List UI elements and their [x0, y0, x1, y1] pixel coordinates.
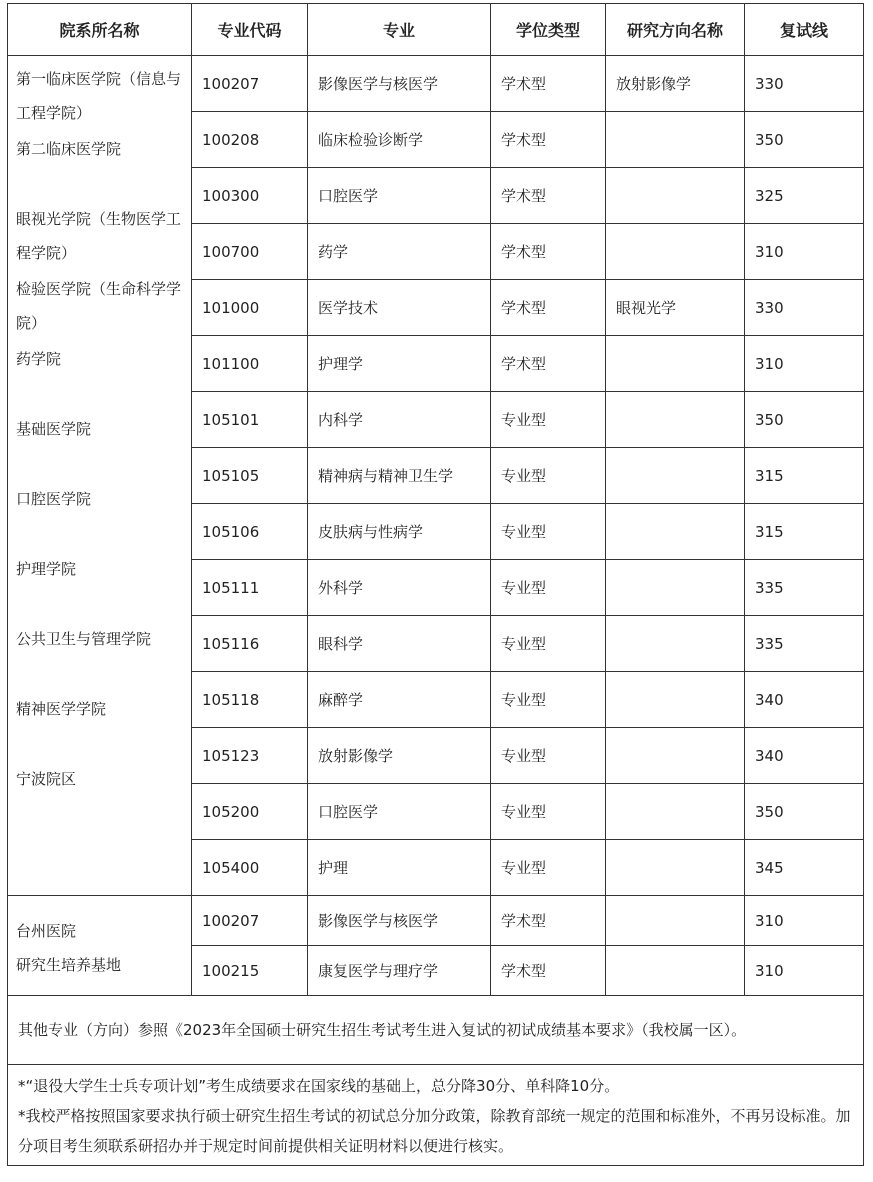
- code-cell: 105106: [192, 504, 308, 560]
- note-row: [8, 996, 864, 1065]
- institute-name: 检验医学院（生命科学学院）: [16, 280, 182, 332]
- code-cell: 101000: [192, 280, 308, 336]
- score-cell: 335: [745, 560, 864, 616]
- code-cell: 105118: [192, 672, 308, 728]
- institute-list-cell: [8, 56, 192, 896]
- header-institute: 院系所名称: [8, 4, 192, 56]
- direction-cell: [606, 946, 745, 996]
- code-cell: 105123: [192, 728, 308, 784]
- code-cell: 100208: [192, 112, 308, 168]
- degree-cell: 专业型: [491, 784, 606, 840]
- footnote-bonus: *我校严格按照国家要求执行硕士研究生招生考试的初试总分加分政策，除教育部统一规定的范围和标准外，不再另设标准。加分项目考生须联系研招办并于规定时间前提供相关证明材料以便进行核实。: [18, 1107, 851, 1155]
- institute-name: 公共卫生与管理学院: [16, 630, 152, 648]
- score-cell: 315: [745, 448, 864, 504]
- score-cell: 340: [745, 728, 864, 784]
- major-cell: 护理学: [308, 336, 491, 392]
- degree-cell: 专业型: [491, 448, 606, 504]
- score-table: [7, 3, 864, 1166]
- direction-cell: [606, 392, 745, 448]
- table-row: [8, 56, 864, 112]
- code-cell: 105101: [192, 392, 308, 448]
- direction-cell: [606, 168, 745, 224]
- degree-cell: 学术型: [491, 224, 606, 280]
- major-cell: 临床检验诊断学: [308, 112, 491, 168]
- direction-cell: [606, 672, 745, 728]
- degree-cell: 学术型: [491, 56, 606, 112]
- major-cell: 药学: [308, 224, 491, 280]
- footnote-veteran: *“退役大学生士兵专项计划”考生成绩要求在国家线的基础上，总分降30分、单科降10分。: [18, 1077, 620, 1095]
- score-cell: 350: [745, 784, 864, 840]
- score-cell: 310: [745, 946, 864, 996]
- score-cell: 310: [745, 224, 864, 280]
- score-cell: 315: [745, 504, 864, 560]
- direction-cell: [606, 112, 745, 168]
- degree-cell: 学术型: [491, 336, 606, 392]
- direction-cell: 眼视光学: [606, 280, 745, 336]
- score-cell: 310: [745, 336, 864, 392]
- degree-cell: 专业型: [491, 840, 606, 896]
- table-header-row: [8, 4, 864, 56]
- code-cell: 100207: [192, 56, 308, 112]
- table-row: [8, 896, 864, 946]
- major-cell: 康复医学与理疗学: [308, 946, 491, 996]
- degree-cell: 学术型: [491, 112, 606, 168]
- score-cell: 310: [745, 896, 864, 946]
- code-cell: 100300: [192, 168, 308, 224]
- major-cell: 护理: [308, 840, 491, 896]
- score-cell: 345: [745, 840, 864, 896]
- institute-taizhou-cell: [8, 896, 192, 996]
- major-cell: 影像医学与核医学: [308, 56, 491, 112]
- degree-cell: 专业型: [491, 728, 606, 784]
- institute-name: 宁波院区: [16, 770, 77, 788]
- degree-cell: 专业型: [491, 504, 606, 560]
- code-cell: 105116: [192, 616, 308, 672]
- direction-cell: [606, 504, 745, 560]
- institute-name: 护理学院: [16, 560, 77, 578]
- score-cell: 350: [745, 112, 864, 168]
- institute-name: 眼视光学院（生物医学工程学院）: [16, 210, 182, 262]
- header-direction: 研究方向名称: [606, 4, 745, 56]
- degree-cell: 专业型: [491, 392, 606, 448]
- major-cell: 精神病与精神卫生学: [308, 448, 491, 504]
- major-cell: 影像医学与核医学: [308, 896, 491, 946]
- institute-name: 第二临床医学院: [16, 140, 122, 158]
- header-score: 复试线: [745, 4, 864, 56]
- degree-cell: 专业型: [491, 616, 606, 672]
- code-cell: 105111: [192, 560, 308, 616]
- direction-cell: [606, 224, 745, 280]
- other-majors-note: 其他专业（方向）参照《2023年全国硕士研究生招生考试考生进入复试的初试成绩基本要求》（我校属一区）。: [8, 996, 864, 1065]
- degree-cell: 学术型: [491, 280, 606, 336]
- major-cell: 口腔医学: [308, 784, 491, 840]
- major-cell: 口腔医学: [308, 168, 491, 224]
- degree-cell: 专业型: [491, 560, 606, 616]
- header-major: 专业: [308, 4, 491, 56]
- institute-name: 基础医学院: [16, 420, 92, 438]
- direction-cell: [606, 840, 745, 896]
- institute-name: 口腔医学院: [16, 490, 92, 508]
- score-cell: 325: [745, 168, 864, 224]
- direction-cell: [606, 728, 745, 784]
- direction-cell: [606, 896, 745, 946]
- score-cell: 330: [745, 56, 864, 112]
- degree-cell: 学术型: [491, 168, 606, 224]
- direction-cell: 放射影像学: [606, 56, 745, 112]
- major-cell: 麻醉学: [308, 672, 491, 728]
- code-cell: 105400: [192, 840, 308, 896]
- major-cell: 皮肤病与性病学: [308, 504, 491, 560]
- direction-cell: [606, 616, 745, 672]
- institute-name: 药学院: [16, 350, 62, 368]
- degree-cell: 学术型: [491, 946, 606, 996]
- major-cell: 眼科学: [308, 616, 491, 672]
- code-cell: 100700: [192, 224, 308, 280]
- code-cell: 105105: [192, 448, 308, 504]
- score-cell: 335: [745, 616, 864, 672]
- direction-cell: [606, 784, 745, 840]
- score-cell: 350: [745, 392, 864, 448]
- institute-name: 精神医学学院: [16, 700, 107, 718]
- degree-cell: 专业型: [491, 672, 606, 728]
- major-cell: 外科学: [308, 560, 491, 616]
- institute-name: 台州医院: [16, 922, 77, 940]
- code-cell: 100207: [192, 896, 308, 946]
- footnotes-cell: [8, 1065, 864, 1166]
- score-cell: 340: [745, 672, 864, 728]
- score-cell: 330: [745, 280, 864, 336]
- major-cell: 放射影像学: [308, 728, 491, 784]
- code-cell: 100215: [192, 946, 308, 996]
- direction-cell: [606, 560, 745, 616]
- direction-cell: [606, 448, 745, 504]
- direction-cell: [606, 336, 745, 392]
- code-cell: 105200: [192, 784, 308, 840]
- footnote-row: [8, 1065, 864, 1166]
- header-code: 专业代码: [192, 4, 308, 56]
- header-degree: 学位类型: [491, 4, 606, 56]
- institute-name: 第一临床医学院（信息与工程学院）: [16, 70, 182, 122]
- code-cell: 101100: [192, 336, 308, 392]
- institute-name: 研究生培养基地: [16, 956, 122, 974]
- major-cell: 内科学: [308, 392, 491, 448]
- degree-cell: 学术型: [491, 896, 606, 946]
- major-cell: 医学技术: [308, 280, 491, 336]
